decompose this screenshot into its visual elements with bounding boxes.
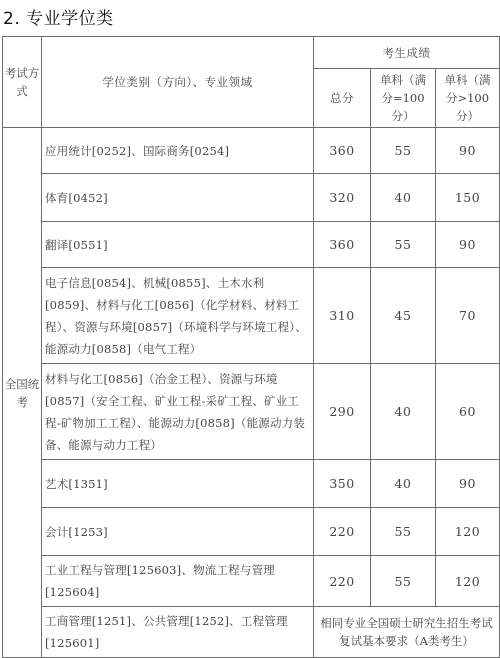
table-row: [3, 222, 500, 268]
total-cell: 220: [314, 556, 371, 607]
field-cell: 应用统计[0252]、国际商务[0254]: [42, 128, 314, 174]
single-over100-cell: 120: [436, 556, 500, 607]
field-cell: 体育[0452]: [42, 174, 314, 222]
single-over100-cell: 60: [436, 364, 500, 460]
header-scores-group: 考生成绩: [314, 37, 500, 69]
single-over100-cell: 90: [436, 460, 500, 508]
total-cell: 220: [314, 508, 371, 556]
header-single-100: 单科（满分=100分）: [371, 69, 436, 128]
table-row: [3, 364, 500, 460]
field-cell: 材料与化工[0856]（冶金工程）、资源与环境[0857]（安全工程、矿业工程-采矿工程、矿业工程-矿物加工工程）、能源动力[0858]（能源动力装备、能源与动力工程）: [42, 364, 314, 460]
header-category: 学位类别（方向）、专业领域: [42, 37, 314, 128]
table-row: [3, 508, 500, 556]
field-cell: 翻译[0551]: [42, 222, 314, 268]
single-100-cell: 55: [371, 508, 436, 556]
single-100-cell: 55: [371, 556, 436, 607]
total-cell: 310: [314, 268, 371, 364]
header-single-over100: 单科（满分>100分）: [436, 69, 500, 128]
single-100-cell: 40: [371, 364, 436, 460]
header-exam-method: 考试方式: [3, 37, 42, 128]
exam-method-cell: 全国统考: [3, 128, 42, 658]
score-table: [2, 36, 500, 658]
total-cell: 350: [314, 460, 371, 508]
total-cell: 360: [314, 128, 371, 174]
header-total: 总分: [314, 69, 371, 128]
total-cell: 320: [314, 174, 371, 222]
total-cell: 290: [314, 364, 371, 460]
field-cell: 会计[1253]: [42, 508, 314, 556]
page-heading: 2. 专业学位类: [3, 9, 114, 29]
table-row: [3, 556, 500, 607]
field-cell: 工商管理[1251]、公共管理[1252]、工程管理[125601]: [42, 607, 314, 658]
single-over100-cell: 120: [436, 508, 500, 556]
field-cell: 艺术[1351]: [42, 460, 314, 508]
requirement-cell: 相同专业全国硕士研究生招生考试复试基本要求（A类考生）: [314, 607, 500, 658]
field-cell: 工业工程与管理[125603]、物流工程与管理[125604]: [42, 556, 314, 607]
table-row: [3, 460, 500, 508]
field-cell: 电子信息[0854]、机械[0855]、土木水利[0859]、材料与化工[0856]（化学材料、材料工程）、资源与环境[0857]（环境科学与环境工程）、能源动力[0858]（电气工程）: [42, 268, 314, 364]
single-over100-cell: 70: [436, 268, 500, 364]
single-over100-cell: 150: [436, 174, 500, 222]
table-row: [3, 607, 500, 658]
table-row: [3, 174, 500, 222]
total-cell: 360: [314, 222, 371, 268]
single-over100-cell: 90: [436, 222, 500, 268]
table-row: [3, 128, 500, 174]
single-100-cell: 55: [371, 128, 436, 174]
table-row: [3, 268, 500, 364]
single-100-cell: 55: [371, 222, 436, 268]
single-100-cell: 45: [371, 268, 436, 364]
single-100-cell: 40: [371, 174, 436, 222]
single-over100-cell: 90: [436, 128, 500, 174]
single-100-cell: 40: [371, 460, 436, 508]
